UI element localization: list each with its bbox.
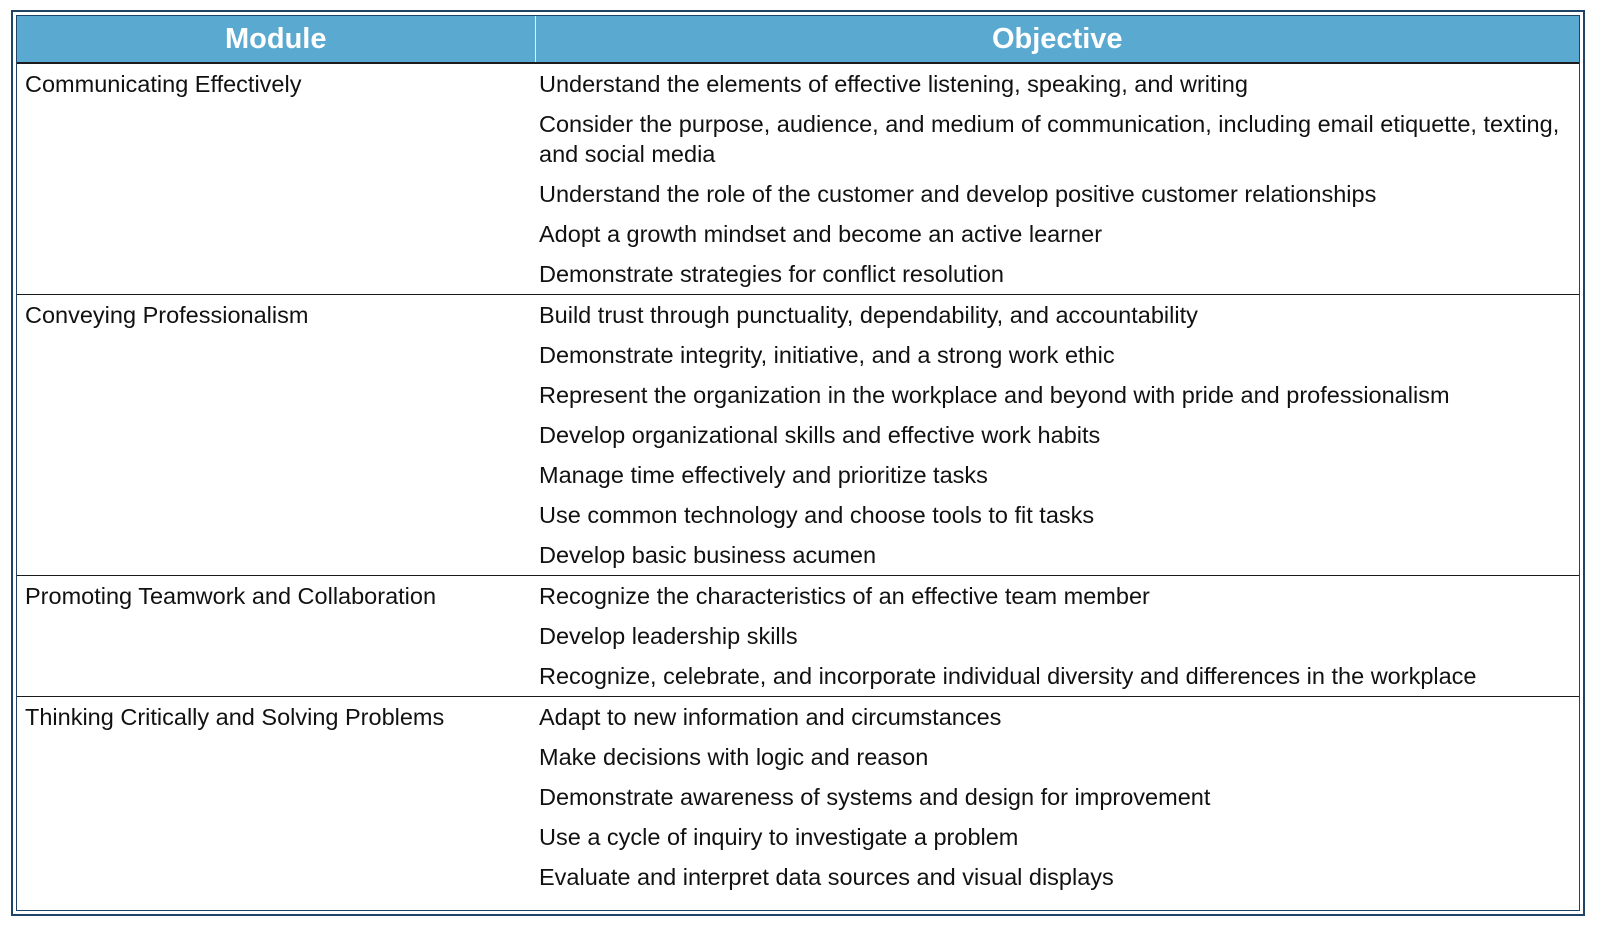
- objective-list: [535, 295, 1579, 576]
- objective-item: Understand the role of the customer and develop positive customer relationships: [539, 181, 1377, 207]
- objective-item: Use a cycle of inquiry to investigate a problem: [539, 824, 1019, 850]
- objective-item: Make decisions with logic and reason: [539, 744, 929, 770]
- objective-item: Recognize the characteristics of an effective team member: [539, 583, 1150, 609]
- module-name: Conveying Professionalism: [17, 295, 535, 576]
- objective-item: Adapt to new information and circumstances: [539, 704, 1002, 730]
- objective-item: Develop basic business acumen: [539, 542, 877, 568]
- objective-item: Develop leadership skills: [539, 623, 798, 649]
- objective-item: Build trust through punctuality, dependability, and accountability: [539, 302, 1198, 328]
- objective-item: Understand the elements of effective listening, speaking, and writing: [539, 71, 1248, 97]
- objective-item: Consider the purpose, audience, and medium of communication, including email etiquette, texting, and social media: [539, 111, 1560, 167]
- objective-item: Evaluate and interpret data sources and visual displays: [539, 864, 1114, 890]
- objective-item: Demonstrate awareness of systems and design for improvement: [539, 784, 1211, 810]
- header-module: Module: [17, 16, 535, 63]
- objective-item: Use common technology and choose tools to fit tasks: [539, 502, 1095, 528]
- module-name: Communicating Effectively: [17, 63, 535, 295]
- module-objective-table: [17, 16, 1579, 897]
- objective-item: Represent the organization in the workplace and beyond with pride and professionalism: [539, 382, 1450, 408]
- objective-item: Recognize, celebrate, and incorporate individual diversity and differences in the workplace: [539, 663, 1477, 689]
- header-objective: Objective: [535, 16, 1579, 63]
- table-frame: [11, 10, 1585, 916]
- objective-list: [535, 697, 1579, 898]
- objective-list: [535, 576, 1579, 697]
- table-header-row: [17, 16, 1579, 63]
- table-row: [17, 576, 1579, 697]
- table-inner-border: [16, 15, 1580, 911]
- objective-item: Manage time effectively and prioritize tasks: [539, 462, 988, 488]
- table-row: [17, 295, 1579, 576]
- objective-list: [535, 63, 1579, 295]
- table-row: [17, 63, 1579, 295]
- objective-item: Develop organizational skills and effective work habits: [539, 422, 1101, 448]
- objective-item: Demonstrate integrity, initiative, and a strong work ethic: [539, 342, 1115, 368]
- module-name: Thinking Critically and Solving Problems: [25, 704, 445, 730]
- objective-item: Demonstrate strategies for conflict resolution: [539, 261, 1004, 287]
- module-name: Promoting Teamwork and Collaboration: [17, 576, 535, 697]
- table-row: [17, 697, 1579, 898]
- objective-item: Adopt a growth mindset and become an active learner: [539, 221, 1103, 247]
